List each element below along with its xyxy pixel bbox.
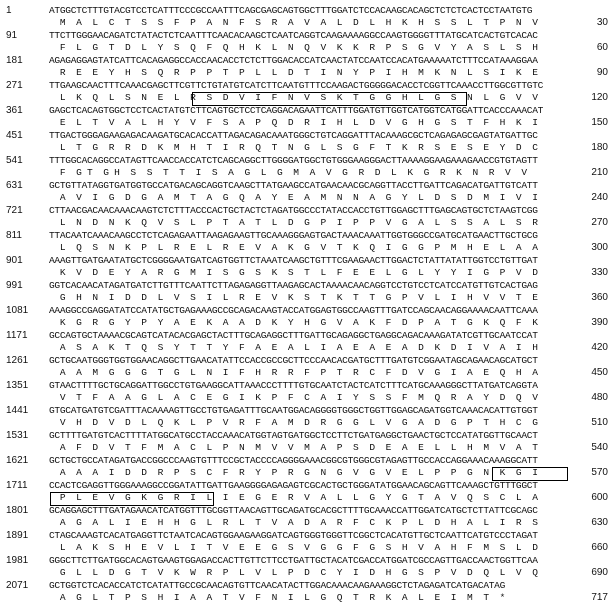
amino-acid-sequence: L K Q L S N E L R S D V I F N V S K T G G H L G S N L G V V	[49, 92, 538, 103]
sequence-row	[0, 505, 614, 530]
nucleotide-position: 1891	[6, 530, 29, 541]
amino-acid-position: 660	[591, 542, 608, 553]
amino-acid-position: 90	[596, 67, 608, 78]
amino-acid-sequence: V H D V D L Q K L P V R F A M D R G G L V G A D G P T H C G	[49, 417, 538, 428]
nucleotide-position: 181	[6, 55, 23, 66]
nucleotide-sequence: CTTAACGACAACAAACAAGTCTCTTTACCCACTGCTACTCTAGATGGCCCTATACCACCTGTTGGAGCTTTGAGCAGTGCTCTAAGTCGG	[49, 205, 538, 216]
nucleotide-position: 361	[6, 105, 23, 116]
amino-acid-sequence: A G L T P S H I A A T V F N I L G Q T R K A L E I M T *	[49, 592, 506, 603]
nucleotide-sequence: CTAGCAAAGTCACATGAGGTTCTAATCACAGTGGAAGAAGGATCAGTGGGTGGGTTCGGCTCACATGTTGCTCAATTCATGTCCCTAGAT	[49, 530, 538, 541]
nucleotide-sequence: AAAGTTGATGAATATGCTCGGGGAATGATCAGTGGTTCTAAATCAAGCTGTTTCGAAGAACTTGGACTCTATTATATTGGTCCTGTTGAT	[49, 255, 538, 266]
sequence-row	[0, 30, 614, 55]
nucleotide-sequence: TTGAAGCAACTTTCAAACGAGCTTCGTTCTGTATGTCATCTTCAATGTTTCCAAGACTGGGGGACACCTCGGTTCAAACCTTGGCGTTGTC	[49, 80, 544, 91]
nucleotide-position: 451	[6, 130, 23, 141]
nucleotide-position: 1171	[6, 330, 28, 341]
nucleotide-sequence: GCAGGAGCTTTGATAGAACATCATGGTTTGCGGTTAACAGTTGCAGATGCACGCTTTTGCAAACCATTGGATCATGCTCTTATTCGCAGC	[49, 505, 538, 516]
amino-acid-position: 450	[591, 367, 608, 378]
nucleotide-sequence: GTAACTTTTGCTGCAGGATTGGCCTGTGAAGGCATTAAACCCTTTTGTGCAATCTACTCATCTTTCATGCAAAGGGCTTATGATCAGGTA	[49, 380, 538, 391]
amino-acid-position: 480	[591, 392, 608, 403]
nucleotide-position: 1081	[6, 305, 29, 316]
nucleotide-position: 2071	[6, 580, 29, 591]
nucleotide-position: 1	[6, 5, 12, 16]
sequence-row	[0, 5, 614, 30]
nucleotide-sequence: GAGCTCACAGTGGCTCCTCACTATGTCTTCAGTGCTCCTCAGGACAGAATTCATTTGGATGTTGGTCATGGTCATGGATTCACCCAAACAT	[49, 105, 544, 116]
amino-acid-position: 630	[591, 517, 608, 528]
nucleotide-sequence: AGAGAGGAGTATCATTCACAGAGGCCACCAACACCTCTCTTGGACACCATCAACTATCCAATCCACATGAAAAATCTTTCCATAAAGGAA	[49, 55, 538, 66]
sequence-row	[0, 580, 614, 605]
nucleotide-position: 631	[6, 180, 23, 191]
sequence-row	[0, 530, 614, 555]
nucleotide-sequence: TTCTTGGGAACAGATCTATACTCTCAATTTCAACACAAGCTCAATCAGGTCAAGAAAAGGCCAAGTGGGGTTTATGCATCACTGTCACAC	[49, 30, 538, 41]
nucleotide-position: 1981	[6, 555, 29, 566]
sequence-row	[0, 355, 614, 380]
sequence-row	[0, 80, 614, 105]
amino-acid-position: 717	[591, 592, 608, 603]
nucleotide-sequence: CCACTCGAGGTTGGGAAAGGCCGGATATTGATTGAAGGGGAGAGAGTCGCACTGCTGGGATATGGAACAGCAGTTCAAAGCTGTTTGGCT	[49, 480, 538, 491]
nucleotide-position: 271	[6, 80, 23, 91]
sequence-row	[0, 405, 614, 430]
amino-acid-position: 390	[591, 317, 608, 328]
amino-acid-sequence: M A L C T S S F P A N F S R A V A L D L H K H S S L T P N V	[49, 17, 538, 28]
nucleotide-sequence: GGGCTTCTTGATGGCACAGTGAAGTGGAGACCACTTGTTCTTCCTGATTGCTACATCGACCATGGATCGCCAGTTGACCAACTGGTTCAA	[49, 555, 538, 566]
sequence-row	[0, 255, 614, 280]
sequence-row	[0, 130, 614, 155]
amino-acid-position: 420	[591, 342, 608, 353]
amino-acid-sequence: E L T V A L H Y V F S A P Q D R I H L D V G H G S T F H K I	[49, 117, 538, 128]
amino-acid-position: 120	[591, 92, 608, 103]
amino-acid-position: 180	[591, 142, 608, 153]
amino-acid-sequence: A A M G G G T G L N I F H R R F P T R C F D V G I A E Q H A	[49, 367, 538, 378]
amino-acid-sequence: G H N I D D L V S I L R E V K S T K T T G P V L I H V V T E	[49, 292, 538, 303]
nucleotide-position: 721	[6, 205, 23, 216]
amino-acid-position: 30	[596, 17, 608, 28]
sequence-row	[0, 555, 614, 580]
amino-acid-position: 210	[591, 167, 608, 178]
amino-acid-sequence: A G A L I E H H G L R L T V A D A R F C K P L D H A L I R S	[49, 517, 538, 528]
nucleotide-position: 1711	[6, 480, 28, 491]
amino-acid-sequence: A V I G D G A M T A G Q A Y E A M N N A G Y L D S D M I V I	[49, 192, 538, 203]
sequence-row	[0, 455, 614, 480]
nucleotide-sequence: GCCAGTGCTAAAACGCAGTCATACACGAGCTACTTTGCAGAGGCTTTGATTGCAGAGGCTGAGGCAGACAAAGATATCGTTGCAATCCAT	[49, 330, 538, 341]
nucleotide-sequence: GTGCATGATGTCGATTTACAAAAGTTGCCTGTGAGATTTGCAATGGACAGGGGTGGGCTGGTTGGAGCAGATGGTCAAACACATTGTGGT	[49, 405, 538, 416]
sequence-row	[0, 430, 614, 455]
nucleotide-position: 1261	[6, 355, 29, 366]
amino-acid-position: 300	[591, 242, 608, 253]
amino-acid-sequence: L T G R R D K M H T I R Q T N G L S G F T K R S E S E Y D C	[49, 142, 538, 153]
sequence-row	[0, 305, 614, 330]
sequence-row	[0, 105, 614, 130]
amino-acid-position: 330	[591, 267, 608, 278]
nucleotide-position: 1621	[6, 455, 29, 466]
amino-acid-sequence: A A A I D D R P S C F R Y P R G N G V G V E L P P G N K G I	[49, 467, 538, 478]
nucleotide-position: 811	[6, 230, 22, 241]
nucleotide-sequence: GCTGGTCTCACACCATCTCATATTGCCGCAACAGTGTTCAACATACTTGGACAAACAAGAAAGGCTCTAGAGATCATGACATAG	[49, 580, 506, 591]
sequence-row	[0, 330, 614, 355]
sequence-row	[0, 155, 614, 180]
nucleotide-sequence: AAAGGCCGAGGATATCCATATGCTGAGAAAGCCGCAGACAAGTACCATGGAGTGGCCAAGTTTGATCCAGCAACAGGAAAACAATTCAAA	[49, 305, 538, 316]
amino-acid-sequence: G L L D G T V K W R P L V L P D C Y I D H G S P V D Q L V Q	[49, 567, 538, 578]
amino-acid-sequence: L Q S N K P L R E L R E V A K G V T K Q I G G P M H E L A A	[49, 242, 538, 253]
nucleotide-sequence: ATGGCTCTTTGTACGTCCTCATTTCCCGCCAATTTCAGCGAGCAGTGGCTTTGGATCTCCACAAGCACAGCTCTCTCACTCCTAATGTG	[49, 5, 533, 16]
amino-acid-sequence: K G R G Y P Y A E K A A D K Y H G V A K F D P A T G K Q F K	[49, 317, 538, 328]
amino-acid-position: 540	[591, 442, 608, 453]
amino-acid-position: 510	[591, 417, 608, 428]
amino-acid-position: 150	[591, 117, 608, 128]
nucleotide-position: 1441	[6, 405, 29, 416]
nucleotide-sequence: TTGACTGGGAGAAGAGACAAGATGCACACCATTAGACAGACAAATGGGCTGTCAGGATTTACAAAGCGCTCAGAGAGCGAGTATGATTGC	[49, 130, 538, 141]
amino-acid-position: 690	[591, 567, 608, 578]
sequence-row	[0, 380, 614, 405]
sequence-row	[0, 55, 614, 80]
amino-acid-sequence: F G T G H S S T T I S A G L G M A V G R D L K G R K N R V V	[49, 167, 527, 178]
nucleotide-position: 91	[6, 30, 18, 41]
nucleotide-position: 1801	[6, 505, 29, 516]
nucleotide-position: 901	[6, 255, 23, 266]
nucleotide-sequence: GCTGTTATAGGTGATGGTGCCATGACAGCAGGTCAAGCTTATGAAGCCATGAACAACGCAGGTTACCTTGATTCAGACATGATTGTCATT	[49, 180, 538, 191]
nucleotide-sequence: GGTCACAACATAGATGATCTTGTTTCAATTCTTAGAGAGGTTAAGAGCACTAAAACAACAGGTCCTGTCCTCATCCATGTTGTCACTGAG	[49, 280, 538, 291]
sequence-row	[0, 230, 614, 255]
amino-acid-sequence: L A K S H E V L I T V E E G S V G G F G S H V A H F M S L D	[49, 542, 538, 553]
amino-acid-position: 360	[591, 292, 608, 303]
amino-acid-position: 240	[591, 192, 608, 203]
amino-acid-sequence: P L E V G K G R I L I E G E R V A L L G Y G T A V Q S C L A	[49, 492, 538, 503]
amino-acid-position: 600	[591, 492, 608, 503]
amino-acid-position: 60	[596, 42, 608, 53]
nucleotide-position: 1351	[6, 380, 29, 391]
amino-acid-position: 270	[591, 217, 608, 228]
nucleotide-sequence: TTTGGCACAGGCCATAGTTCAACCACCATCTCAGCAGGCTTGGGGATGGCTGTGGGAAGGGACTTAAAAGGAAGAAAGAACCGTGTAGTT	[49, 155, 538, 166]
amino-acid-sequence: A S A K T Q S Y T T Y F A E A L I A E A E A D K D I V A I H	[49, 342, 538, 353]
nucleotide-sequence: GCTTTTGATGTCACTTTTATGGCATGCCTACCAAACATGGTAGTGATGGCTCCTTCTGATGAGGCTGAACTGCTCCATATGGTTGCAACT	[49, 430, 538, 441]
sequence-row	[0, 280, 614, 305]
nucleotide-position: 991	[6, 280, 23, 291]
amino-acid-sequence: K V D E Y A R G M I S G S K S T L F E E L G L Y Y I G P V D	[49, 267, 538, 278]
amino-acid-sequence: R E E Y H S Q R P P T P L L D T I N Y P I H M K N L S I K E	[49, 67, 538, 78]
sequence-row	[0, 480, 614, 505]
amino-acid-sequence: V T F A A G L A C E G I K P F C A I Y S S F M Q R A Y D Q V	[49, 392, 538, 403]
nucleotide-position: 541	[6, 155, 23, 166]
nucleotide-sequence: TTACAATCAAACAAGCCTCTCAGAGAATTAAGAGAAGTTGCAAAGGGAGTGACTAAACAAATTGGTGGGCCGATGCATGAACTTGCTGCG	[49, 230, 538, 241]
nucleotide-sequence: GCTGCAATGGGTGGTGGAACAGGCTTGAACATATTCCACCGCCGCTTCCCAACACGATGCTTTGATGTCGGAATAGCAGAACAGCATGCT	[49, 355, 538, 366]
amino-acid-sequence: F L G T D L Y S Q F Q H K L N Q V K K R P S G V Y A S L S H	[49, 42, 538, 53]
sequence-row	[0, 205, 614, 230]
amino-acid-position: 570	[591, 467, 608, 478]
amino-acid-sequence: A F D V T F M A C L P N M V V M A P S D E A E L L H M V A T	[49, 442, 538, 453]
nucleotide-sequence: GCTGCTGCCATAGATGACCGGCCCAAGTGTTTCCGCTACCCCAGGGGAAACGGCGTGGGCGTAGAGTTGCCACCAGGAAACAAAGGCATT	[49, 455, 538, 466]
nucleotide-position: 1531	[6, 430, 29, 441]
amino-acid-sequence: L N D N K Q V S L P T A T L D G P I P P V G A L S S A L S R	[49, 217, 538, 228]
sequence-row	[0, 180, 614, 205]
